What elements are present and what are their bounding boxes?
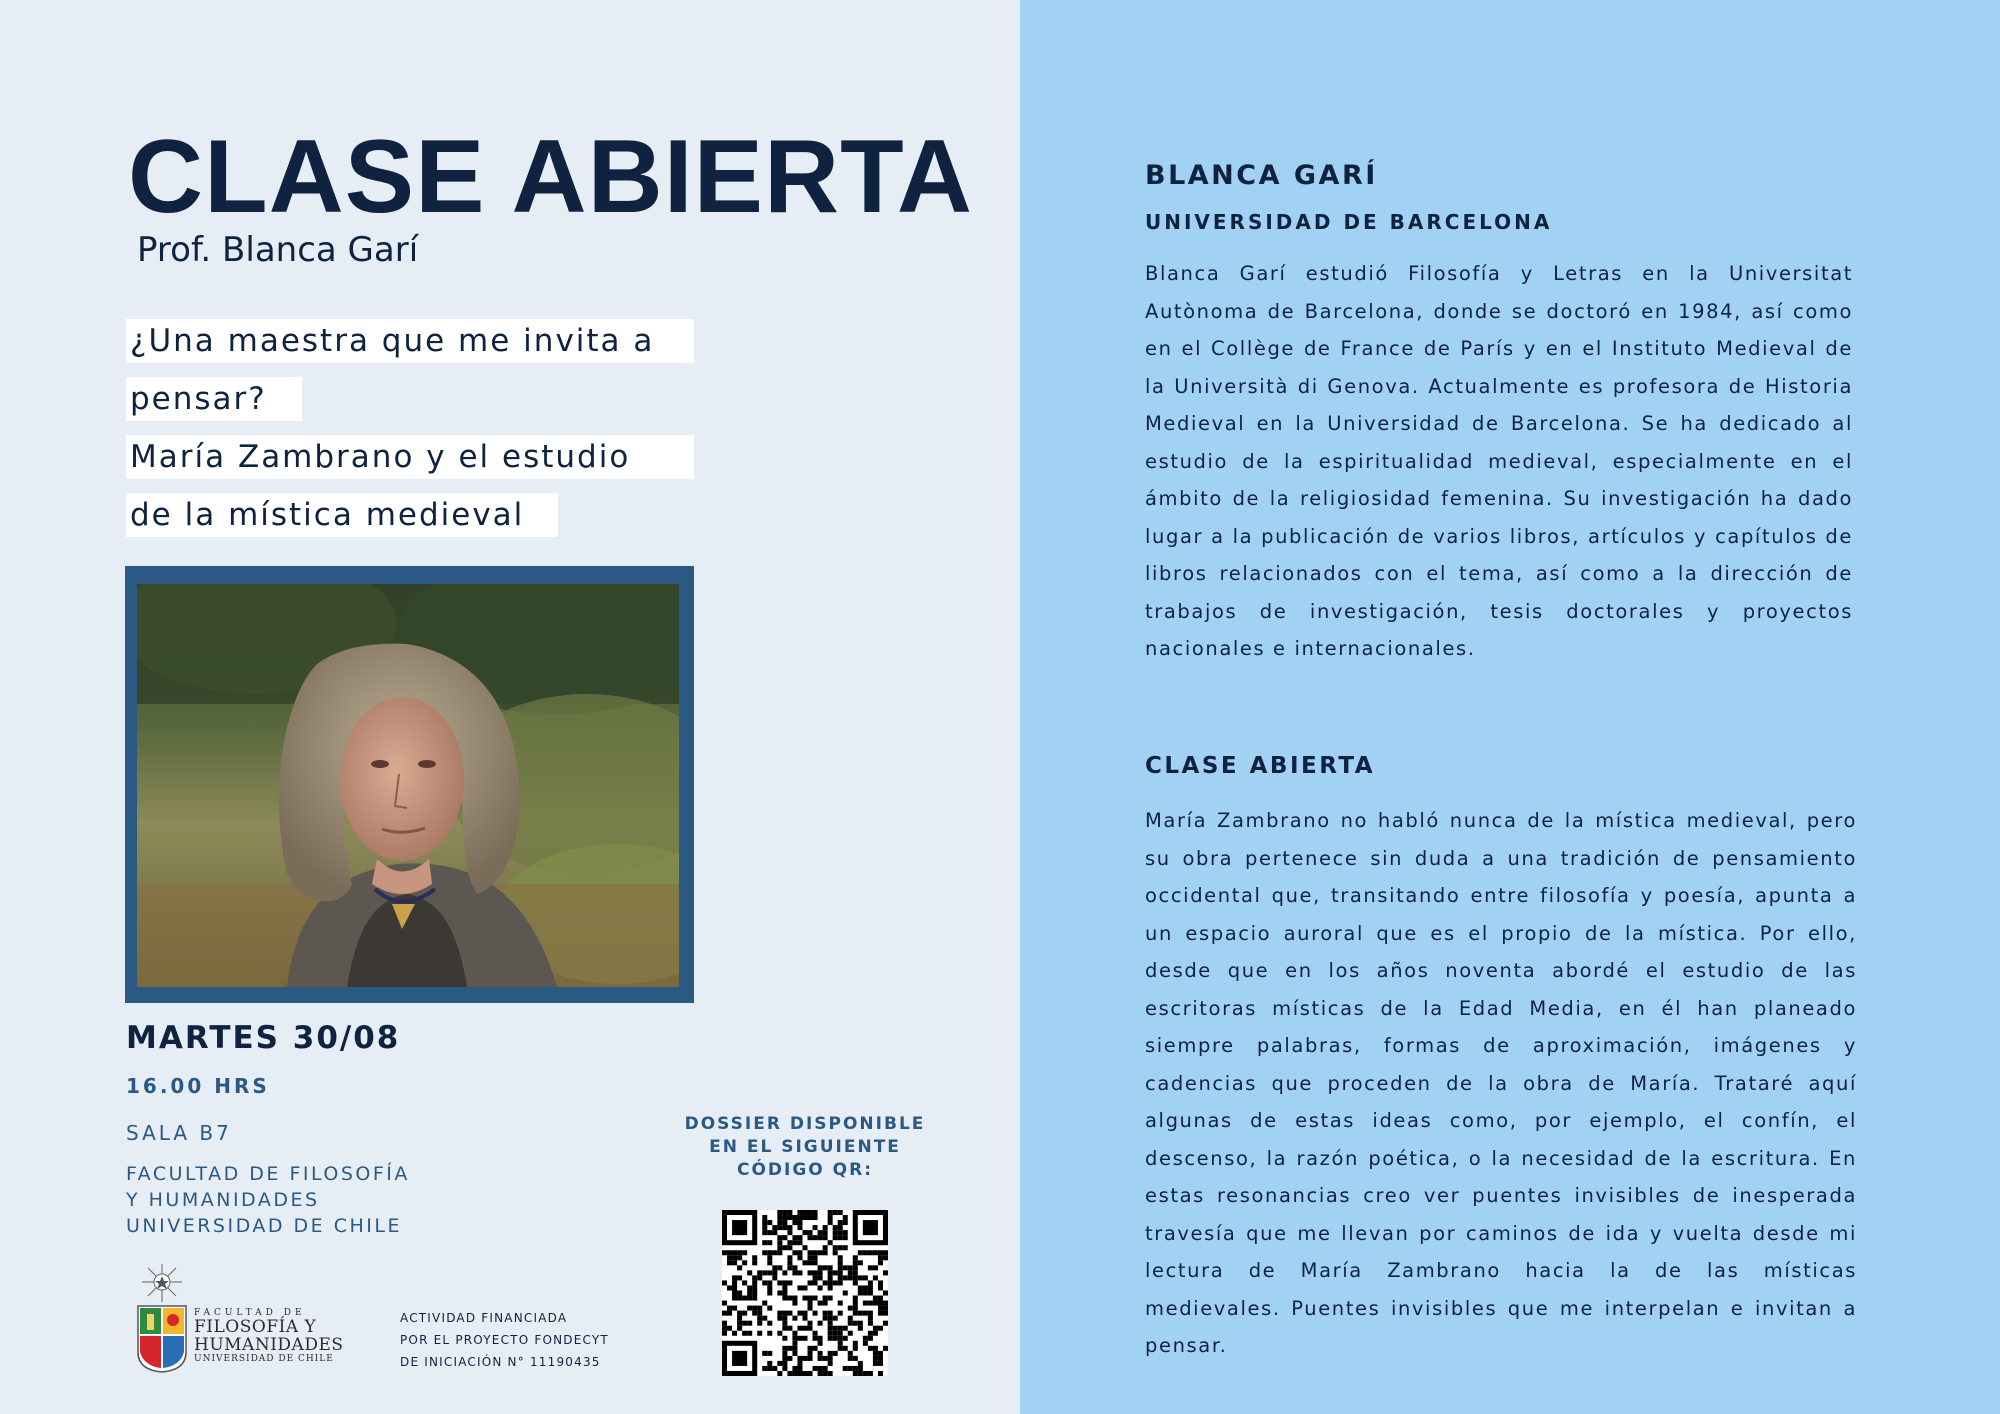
dossier-line: DOSSIER DISPONIBLE: [684, 1114, 926, 1134]
talk-title: [126, 319, 696, 551]
speaker-photo-frame: [125, 566, 694, 1003]
logo-wordmark: [194, 1308, 344, 1364]
logo-line-1: FILOSOFÍA Y: [194, 1317, 317, 1337]
logo-university: UNIVERSIDAD DE CHILE: [194, 1354, 334, 1364]
funding-line: POR EL PROYECTO FONDECYT: [400, 1333, 609, 1347]
speaker-bio: Blanca Garí estudió Filosofía y Letras en la Universitat Autònoma de Barcelona, donde se doctoró en 1984, así como en el Collège de France de París y en el Instituto Medieval de la Università di Genova. Actualmente es profesora de Historia Medieval en la Universidad de Barcelona. Se ha dedicado al estudio de la espiritualidad medieval, especialmente en el ámbito de la religiosidad femenina. Su investigación ha dado lugar a la publicación de varios libros, artículos y capítulos de libros relacionados con el tema, así como a la dirección de trabajos de investigación, tesis doctorales y proyectos nacionales e internacionales.: [1145, 262, 1853, 660]
talk-title-line: pensar?: [126, 377, 302, 421]
university-crest-icon: [134, 1262, 194, 1374]
event-time: 16.00 HRS: [126, 1074, 270, 1098]
event-room: SALA B7: [126, 1121, 232, 1145]
venue-line: FACULTAD DE FILOSOFÍA: [126, 1163, 410, 1185]
qr-code[interactable]: [722, 1210, 888, 1376]
dossier-line: CÓDIGO QR:: [736, 1160, 874, 1180]
talk-title-line: de la mística medieval: [126, 493, 558, 537]
faculty-logo: [134, 1262, 344, 1374]
funding-line: ACTIVIDAD FINANCIADA: [400, 1311, 568, 1325]
dossier-line: EN EL SIGUIENTE: [709, 1137, 901, 1157]
venue-line: UNIVERSIDAD DE CHILE: [126, 1215, 402, 1237]
speaker-photo: [137, 584, 679, 987]
funding-line: DE INICIACIÓN N° 11190435: [400, 1355, 601, 1369]
dossier-note: [680, 1113, 930, 1182]
logo-line-2: HUMANIDADES: [194, 1335, 344, 1355]
speaker-name-heading: BLANCA GARÍ: [1145, 160, 1378, 191]
event-date: MARTES 30/08: [126, 1020, 401, 1056]
funding-note: [400, 1307, 609, 1373]
logo-small-text: FACULTAD DE: [194, 1308, 306, 1318]
speaker-university: UNIVERSIDAD DE BARCELONA: [1145, 210, 1553, 234]
page-title: CLASE ABIERTA: [128, 119, 973, 235]
speaker-portrait-image: [137, 584, 679, 987]
class-heading: CLASE ABIERTA: [1145, 753, 1376, 779]
event-venue: [126, 1161, 410, 1239]
talk-title-line: María Zambrano y el estudio: [126, 435, 694, 479]
venue-line: Y HUMANIDADES: [126, 1189, 320, 1211]
talk-title-line: ¿Una maestra que me invita a: [126, 319, 694, 363]
class-description: María Zambrano no habló nunca de la mística medieval, pero su obra pertenece sin duda a una tradición de pensamiento occidental que, transitando entre filosofía y poesía, apunta a un espacio auroral que es el propio de la mística. Por ello, desde que en los años noventa abordé el estudio de las escritoras místicas de la Edad Media, en él han planeado siempre palabras, formas de aproximación, imágenes y cadencias que proceden de la obra de María. Trataré aquí algunas de estas ideas como, por ejemplo, el confín, el descenso, la razón poética, o la necesidad de la escritura. En estas resonancias creo ver puentes invisibles de inesperada travesía que me llevan por caminos de ida y vuelta desde mi lectura de María Zambrano hacia la de las místicas medievales. Puentes invisibles que me interpelan e invitan a pensar.: [1145, 809, 1857, 1357]
professor-name: Prof. Blanca Garí: [137, 230, 419, 270]
qr-code-icon: [722, 1210, 888, 1376]
